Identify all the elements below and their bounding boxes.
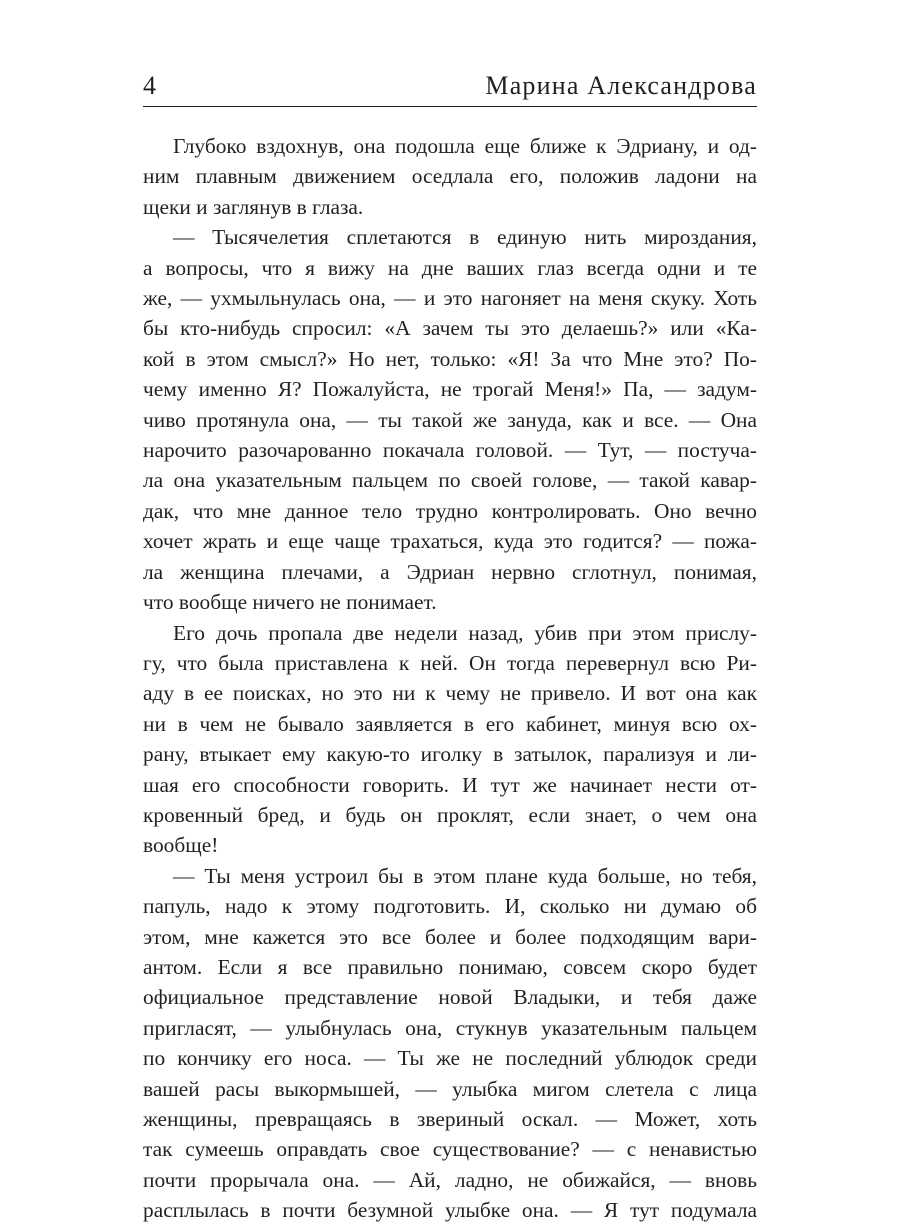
paragraph <box>143 861 757 1226</box>
text-line: Его дочь пропала две недели назад, убив при этом прислу- <box>173 620 757 645</box>
text-line: а вопросы, что я вижу на дне ваших глаз всегда одни и те <box>143 255 757 280</box>
text-line: антом. Если я все правильно понимаю, совсем скоро будет <box>143 954 757 979</box>
text-line: вообще! <box>143 833 219 858</box>
text-line: официальное представление новой Владыки, и тебя даже <box>143 985 757 1010</box>
text-line: гу, что была приставлена к ней. Он тогда перевернул всю Ри- <box>143 650 757 675</box>
text-line: же, — ухмыльнулась она, — и это нагоняет на меня скуку. Хоть <box>143 286 757 311</box>
text-line: нарочито разочарованно покачала головой. — Тут, — постуча- <box>143 438 757 463</box>
text-line: женщины, превращаясь в звериный оскал. — Может, хоть <box>143 1107 757 1131</box>
text-line: ла женщина плечами, а Эдриан нервно сглотнул, понимая, <box>143 559 757 584</box>
text-line: расплылась в почти безумной улыбке она. — Я тут подумала <box>143 1198 757 1223</box>
text-line: так сумеешь оправдать свое существование? — с ненавистью <box>143 1137 757 1162</box>
text-line: пригласят, — улыбнулась она, стукнув указательным пальцем <box>143 1015 757 1040</box>
text-line: аду в ее поисках, но это ни к чему не привело. И вот она как <box>143 681 757 706</box>
text-line: кой в этом смысл?» Но нет, только: «Я! За что Мне это? По- <box>143 346 757 371</box>
text-line: — Тысячелетия сплетаются в единую нить мироздания, <box>173 225 757 250</box>
text-line: хочет жрать и еще чаще трахаться, куда это годится? — пожа- <box>143 529 757 554</box>
text-line: щеки и заглянув в глаза. <box>143 194 364 219</box>
text-line: по кончику его носа. — Ты же не последний ублюдок среди <box>143 1046 757 1071</box>
page-header <box>143 68 757 104</box>
paragraph <box>143 222 757 617</box>
text-line: почти прорычала она. — Ай, ладно, не обижайся, — вновь <box>143 1167 757 1192</box>
text-line: что вообще ничего не понимает. <box>143 590 437 615</box>
text-line: дак, что мне данное тело трудно контролировать. Оно вечно <box>143 498 757 523</box>
header-rule <box>143 106 757 107</box>
paragraph <box>143 131 757 222</box>
page-number: 4 <box>143 71 156 100</box>
text-line: ним плавным движением оседлала его, положив ладони на <box>143 164 757 189</box>
text-line: кровенный бред, и будь он проклят, если знает, о чем она <box>143 802 757 827</box>
text-line: вашей расы выкормышей, — улыбка мигом слетела с лица <box>143 1076 757 1101</box>
text-line: ни в чем не бывало заявляется в его кабинет, минуя всю ох- <box>143 711 757 736</box>
body-text <box>143 131 757 1226</box>
text-line: чиво протянула она, — ты такой же зануда, как и все. — Она <box>143 407 757 432</box>
text-line: — Ты меня устроил бы в этом плане куда больше, но тебя, <box>173 863 757 888</box>
text-line: шая его способности говорить. И тут же начинает нести от- <box>143 772 757 797</box>
text-line: этом, мне кажется это все более и более подходящим вари- <box>143 924 757 949</box>
text-line: рану, втыкает ему какую-то иголку в затылок, парализуя и ли- <box>143 742 757 767</box>
text-line: папуль, надо к этому подготовить. И, сколько ни думаю об <box>143 894 757 919</box>
paragraph <box>143 618 757 861</box>
text-line: Глубоко вздохнув, она подошла еще ближе к Эдриану, и од- <box>173 134 757 158</box>
text-line: ла она указательным пальцем по своей голове, — такой кавар- <box>143 468 757 493</box>
running-head-author: Марина Александрова <box>485 71 757 100</box>
text-line: чему именно Я? Пожалуйста, не трогай Меня!» Па, — задум- <box>143 377 757 402</box>
text-line: бы кто-нибудь спросил: «А зачем ты это делаешь?» или «Ка- <box>143 316 757 341</box>
